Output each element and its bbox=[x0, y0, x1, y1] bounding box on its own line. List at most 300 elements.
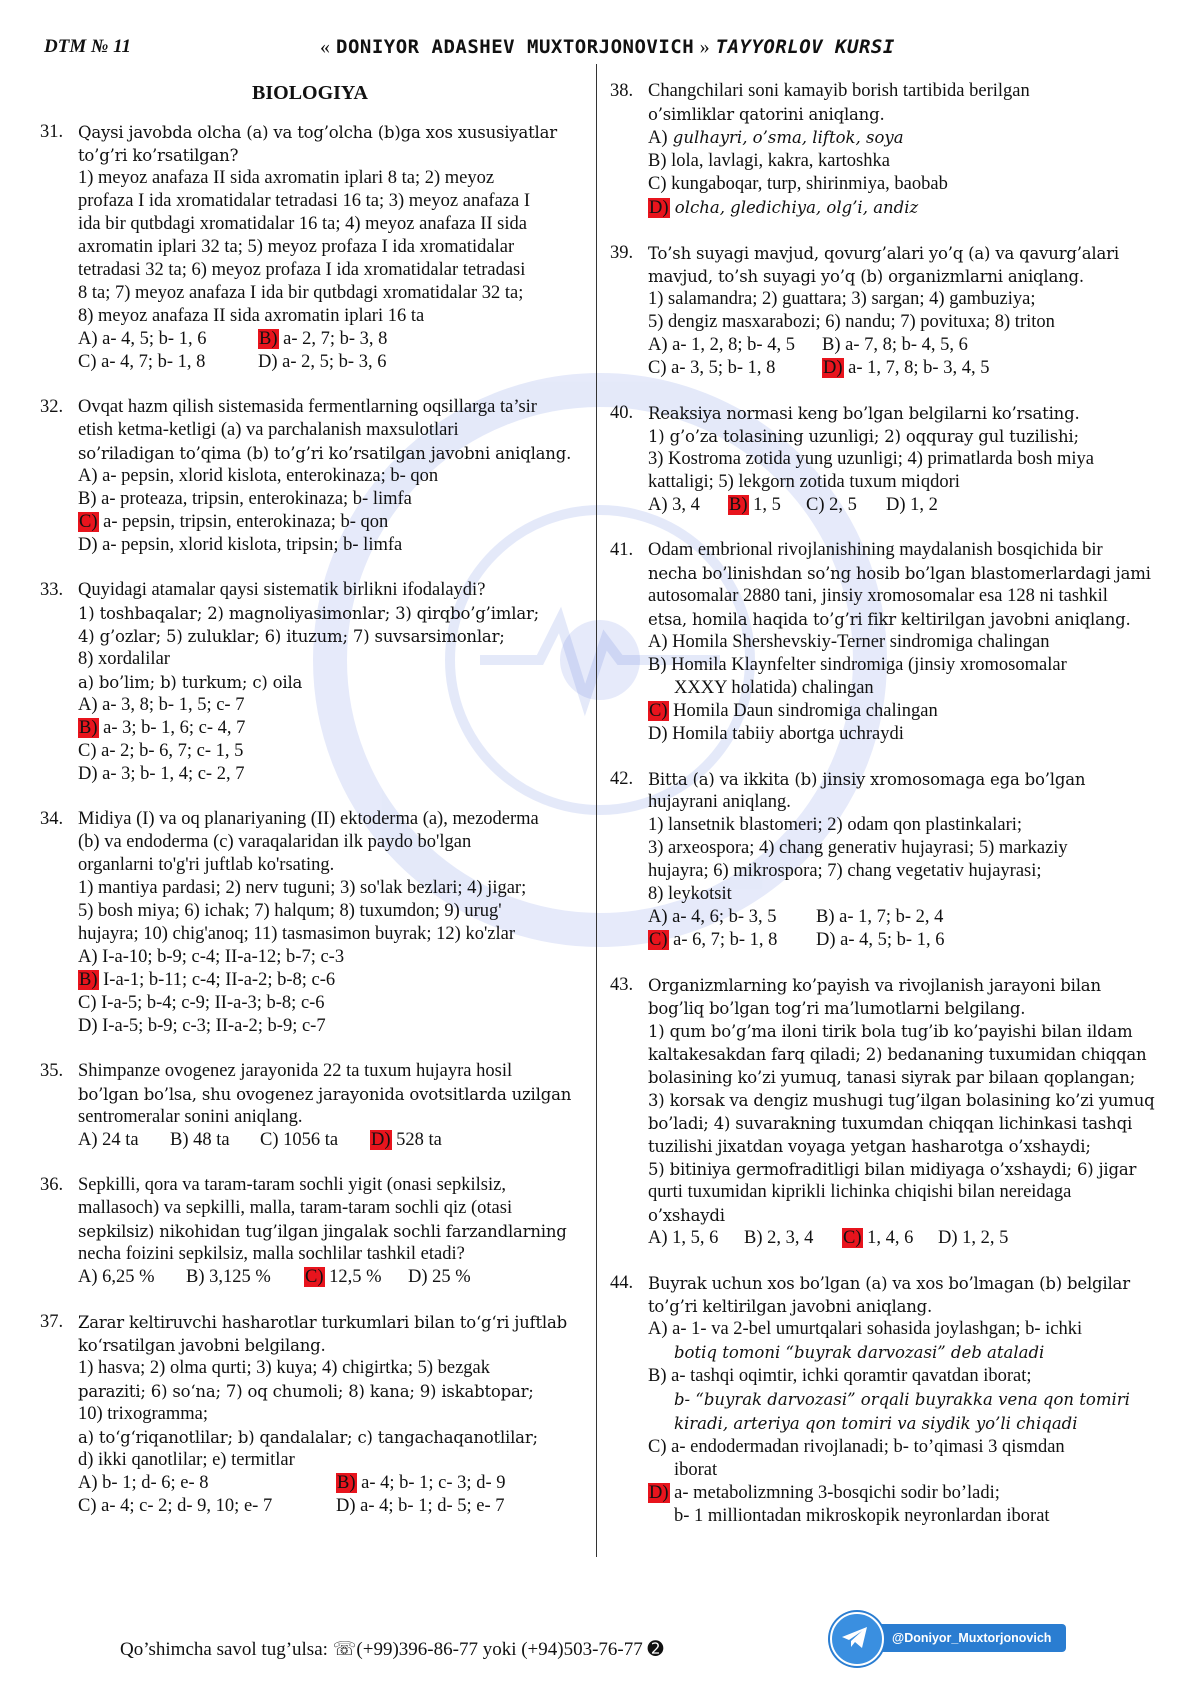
answer-option[interactable] bbox=[304, 1266, 408, 1289]
question-text: 3) Kostroma zotida yung uzunligi; 4) primatlarda bosh miya bbox=[648, 449, 1094, 469]
question-text: 5) dengiz masxarabozi; 6) nandu; 7) povituxa; 8) triton bbox=[648, 312, 1055, 332]
option-text: I-a-10; b-9; c-4; II-a-12; b-7; c-3 bbox=[97, 947, 345, 967]
option-row bbox=[78, 1266, 580, 1289]
question-text: sentromeralar sonini aniqlang. bbox=[78, 1107, 303, 1127]
question-text: 4) g’ozlar; 5) zuluklar; 6) ituzum; 7) suvsarsimonlar; bbox=[78, 627, 505, 646]
option-text: a- 2; b- 6, 7; c- 1, 5 bbox=[96, 741, 244, 761]
option-row bbox=[78, 1495, 580, 1518]
option-row bbox=[648, 677, 1160, 700]
answer-option[interactable] bbox=[78, 946, 344, 969]
question-text: ida bir qutbdagi xromatidalar 16 ta; 4) meyoz anafaza II sida bbox=[78, 214, 527, 234]
question-text: Bitta (a) va ikkita (b) jinsiy xromosomaga ega bo’lgan bbox=[648, 770, 1086, 789]
option-text: 1, 5, 6 bbox=[667, 1228, 719, 1248]
question-text: o’xshaydi bbox=[648, 1206, 725, 1225]
answer-option[interactable] bbox=[78, 1495, 336, 1518]
option-letter: A) bbox=[78, 695, 98, 715]
option-letter: D) bbox=[78, 535, 98, 555]
answer-option[interactable] bbox=[78, 351, 258, 374]
correct-answer-marker: D) bbox=[823, 358, 843, 378]
answer-option[interactable] bbox=[648, 1412, 1078, 1436]
question-37 bbox=[40, 1311, 580, 1518]
option-text: Homila Klaynfelter sindromiga (jinsiy xromosomalar bbox=[666, 655, 1067, 675]
answer-option[interactable] bbox=[78, 534, 402, 557]
option-text: a- 4, 6; b- 3, 5 bbox=[667, 907, 777, 927]
question-text: Changchilari soni kamayib borish tartibida berilgan bbox=[648, 81, 1030, 101]
question-text: 8) leykotsit bbox=[648, 884, 732, 904]
question-text: Odam embrional rivojlanishining maydalanish bosqichida bir bbox=[648, 540, 1103, 560]
question-text: a) to‘g‘riqanotlilar; b) qandalalar; c) tangachaqanotlilar; bbox=[78, 1428, 538, 1447]
option-row bbox=[78, 717, 580, 740]
answer-option[interactable] bbox=[648, 631, 1050, 654]
question-text: hujayrani aniqlang. bbox=[648, 792, 791, 812]
question-number: 43. bbox=[610, 975, 634, 995]
option-letter: C) bbox=[78, 741, 97, 761]
option-letter: B) bbox=[78, 489, 97, 509]
question-text: 10) trixogramma; bbox=[78, 1404, 208, 1424]
answer-option[interactable] bbox=[336, 1495, 505, 1518]
correct-answer-marker: C) bbox=[305, 1267, 324, 1287]
option-row bbox=[648, 1365, 1160, 1388]
header-title bbox=[320, 36, 895, 59]
option-letter: A) bbox=[78, 947, 98, 967]
option-text: a- 3; b- 1, 4; c- 2, 7 bbox=[97, 764, 245, 784]
option-letter: B) bbox=[170, 1130, 189, 1150]
question-43 bbox=[610, 974, 1160, 1250]
option-text: a- endodermadan rivojlanadi; b- to’qimasi 3 qismdan bbox=[666, 1437, 1065, 1457]
question-text: (b) va endoderma (c) varaqalaridan ilk paydo bo'lgan bbox=[78, 832, 472, 852]
option-text: a- 1- va 2-bel umurtqalari sohasida joylashgan; b- ichki bbox=[667, 1319, 1083, 1339]
answer-option[interactable] bbox=[260, 1129, 370, 1152]
question-number: 36. bbox=[40, 1175, 64, 1195]
question-number: 39. bbox=[610, 243, 634, 263]
question-text: bolasining ko’zi yumuq, tanasi siyrak par bilaan qoplangan; bbox=[648, 1068, 1136, 1087]
correct-answer-marker: C) bbox=[843, 1228, 862, 1248]
question-text: a) bo’lim; b) turkum; c) oila bbox=[78, 673, 303, 692]
option-text: 528 ta bbox=[391, 1130, 442, 1150]
answer-option[interactable] bbox=[816, 906, 943, 929]
question-text: 1) mantiya pardasi; 2) nerv tuguni; 3) so'lak bezlari; 4) jigar; bbox=[78, 878, 527, 898]
answer-option[interactable] bbox=[648, 654, 1067, 677]
option-letter: C) bbox=[260, 1130, 279, 1150]
footer-contact: Qo’shimcha savol tug’ulsa: ☏(+99)396-86-77 yoki (+94)503-76-77 ➋ bbox=[120, 1639, 664, 1660]
option-text: 3, 4 bbox=[667, 495, 700, 515]
option-text: 25 % bbox=[427, 1267, 471, 1287]
question-text: o’simliklar qatorini aniqlang. bbox=[648, 105, 885, 124]
option-text: 3,125 % bbox=[204, 1267, 271, 1287]
answer-option[interactable] bbox=[78, 1129, 170, 1152]
correct-answer-marker: C) bbox=[79, 512, 98, 532]
question-text: bo’lgan bo’lsa, shu ovogenez jarayonida ovotsitlarda uzilgan bbox=[78, 1085, 572, 1104]
option-row bbox=[78, 465, 580, 488]
option-text: a- pepsin, tripsin, enterokinaza; b- qon bbox=[98, 512, 389, 532]
question-text: etsa, homila haqida to’g’ri fikr keltirilgan javobni aniqlang. bbox=[648, 610, 1131, 629]
option-text: Homila Daun sindromiga chalingan bbox=[668, 701, 938, 721]
question-text: kattaligi; 5) lekgorn zotida tuxum miqdori bbox=[648, 472, 960, 492]
option-text: a- 4; b- 1; c- 3; d- 9 bbox=[356, 1473, 506, 1493]
telegram-handle: @Doniyor_Muxtorjonovich bbox=[866, 1624, 1066, 1652]
option-letter: D) bbox=[886, 495, 906, 515]
option-letter: D) bbox=[408, 1267, 428, 1287]
option-text: 1, 4, 6 bbox=[862, 1228, 914, 1248]
question-36 bbox=[40, 1174, 580, 1289]
question-number: 40. bbox=[610, 403, 634, 423]
answer-option[interactable] bbox=[648, 1505, 1050, 1528]
option-row bbox=[648, 1436, 1160, 1459]
option-row bbox=[648, 1341, 1160, 1365]
answer-option[interactable] bbox=[648, 677, 874, 700]
option-text: 2, 3, 4 bbox=[762, 1228, 814, 1248]
question-text: axromatin iplari 32 ta; 5) meyoz profaza I ida xromatidalar bbox=[78, 237, 515, 257]
correct-answer-marker: B) bbox=[259, 329, 278, 349]
answer-option[interactable] bbox=[822, 334, 968, 357]
answer-option[interactable] bbox=[648, 1227, 744, 1250]
option-row bbox=[648, 1227, 1160, 1250]
answer-option[interactable] bbox=[258, 351, 386, 374]
option-letter: D) bbox=[816, 930, 836, 950]
question-text: tetradasi 32 ta; 6) meyoz profaza I ida xromatidalar tetradasi bbox=[78, 260, 526, 280]
option-letter: C) bbox=[806, 495, 825, 515]
option-letter: A) bbox=[78, 1267, 98, 1287]
option-letter: A) bbox=[78, 329, 98, 349]
course-name: TAYYORLOV KURSI bbox=[715, 36, 895, 58]
answer-option[interactable] bbox=[822, 357, 989, 380]
question-text: To’sh suyagi mavjud, qovurg’alari yo’q (a) va qavurg’alari bbox=[648, 244, 1119, 263]
option-text: b- 1; d- 6; e- 8 bbox=[97, 1473, 209, 1493]
question-text: Organizmlarning ko’payish va rivojlanish jarayoni bilan bbox=[648, 976, 1101, 995]
option-text: gulhayri, o’sma, liftok, soya bbox=[667, 128, 904, 147]
option-text: 1, 5 bbox=[748, 495, 781, 515]
answer-option[interactable] bbox=[78, 488, 412, 511]
option-row bbox=[648, 126, 1160, 150]
correct-answer-marker: C) bbox=[649, 930, 668, 950]
option-row bbox=[78, 1015, 580, 1038]
quote-close: » bbox=[699, 36, 711, 58]
option-text: I-a-5; b-4; c-9; II-a-3; b-8; c-6 bbox=[96, 993, 325, 1013]
question-33 bbox=[40, 579, 580, 786]
answer-option[interactable] bbox=[78, 1015, 326, 1038]
answer-option[interactable] bbox=[336, 1472, 506, 1495]
question-35 bbox=[40, 1060, 580, 1152]
question-number: 37. bbox=[40, 1312, 64, 1332]
question-text: Quyidagi atamalar qaysi sistematik birlikni ifodalaydi? bbox=[78, 580, 486, 600]
question-text: bog’liq bo’lgan tog’ri ma’lumotlarni belgilang. bbox=[648, 999, 1026, 1018]
option-text: a- 3; b- 1, 6; c- 4, 7 bbox=[98, 718, 246, 738]
question-text: Reaksiya normasi keng bo’lgan belgilarni ko’rsating. bbox=[648, 404, 1080, 423]
correct-answer-marker: D) bbox=[649, 198, 669, 218]
question-text: tuzilishi jixatdan voyaga yetgan hasharotga o’xshaydi; bbox=[648, 1137, 1091, 1156]
answer-option[interactable] bbox=[648, 723, 904, 746]
option-row bbox=[648, 723, 1160, 746]
telegram-icon bbox=[830, 1612, 884, 1666]
answer-option[interactable] bbox=[806, 494, 886, 517]
answer-option[interactable] bbox=[938, 1227, 1008, 1250]
option-text: a- pepsin, xlorid kislota, enterokinaza; b- qon bbox=[97, 466, 439, 486]
option-letter: C) bbox=[78, 352, 97, 372]
option-text: a- 6, 7; b- 1, 8 bbox=[668, 930, 778, 950]
option-letter: B) bbox=[744, 1228, 763, 1248]
question-text: Zarar keltiruvchi hasharotlar turkumlari bilan to‘g‘ri juftlab bbox=[78, 1313, 567, 1332]
question-41 bbox=[610, 539, 1160, 746]
option-row bbox=[648, 1459, 1160, 1482]
option-row bbox=[648, 1505, 1160, 1528]
option-row bbox=[648, 906, 1160, 929]
answer-option[interactable] bbox=[744, 1227, 842, 1250]
answer-option[interactable] bbox=[258, 328, 387, 351]
option-text: a- 3, 5; b- 1, 8 bbox=[666, 358, 776, 378]
question-text: 1) lansetnik blastomeri; 2) odam qon plastinkalari; bbox=[648, 815, 1023, 835]
answer-option[interactable] bbox=[886, 494, 938, 517]
option-row bbox=[78, 351, 580, 374]
question-number: 41. bbox=[610, 540, 634, 560]
option-letter: C) bbox=[648, 1437, 667, 1457]
answer-option[interactable] bbox=[648, 196, 918, 220]
question-32 bbox=[40, 396, 580, 557]
question-text: so’riladigan to’qima (b) to’g’ri ko’rsatilgan javobni aniqlang. bbox=[78, 444, 572, 463]
option-row bbox=[648, 631, 1160, 654]
option-text: a- 1, 2, 8; b- 4, 5 bbox=[667, 335, 795, 355]
option-letter: A) bbox=[648, 335, 668, 355]
question-text: profaza I ida xromatidalar tetradasi 16 ta; 3) meyoz anafaza I bbox=[78, 191, 530, 211]
option-text: kiradi, arteriya qon tomiri va siydik yo’li chiqadi bbox=[674, 1414, 1078, 1433]
answer-option[interactable] bbox=[78, 717, 245, 740]
option-row bbox=[648, 700, 1160, 723]
question-text: 1) salamandra; 2) guattara; 3) sargan; 4) gambuziya; bbox=[648, 289, 1036, 309]
option-row bbox=[648, 196, 1160, 220]
option-text: a- tashqi oqimtir, ichki qoramtir qavatdan iborat; bbox=[666, 1366, 1032, 1386]
answer-option[interactable] bbox=[78, 740, 243, 763]
answer-option[interactable] bbox=[78, 465, 438, 488]
question-text: mallasoch) va sepkilli, malla, taram-taram sochli qiz (otasi bbox=[78, 1198, 513, 1218]
question-text: Qaysi javobda olcha (a) va tog’olcha (b)ga xos xususiyatlar bbox=[78, 123, 557, 142]
option-text: a- 1, 7; b- 2, 4 bbox=[834, 907, 944, 927]
answer-option[interactable] bbox=[648, 700, 938, 723]
question-number: 44. bbox=[610, 1273, 634, 1293]
question-text: kaltakesakdan farq qiladi; 2) bedananing tuxumidan chiqqan bbox=[648, 1045, 1147, 1064]
question-text: necha foizini sepkilsiz, malla sochlilar tashkil etadi? bbox=[78, 1244, 465, 1264]
answer-option[interactable] bbox=[728, 494, 806, 517]
option-letter: B) bbox=[648, 1366, 667, 1386]
answer-option[interactable] bbox=[648, 906, 816, 929]
answer-option[interactable] bbox=[648, 929, 816, 952]
answer-option[interactable] bbox=[648, 334, 822, 357]
answer-option[interactable] bbox=[78, 969, 335, 992]
option-letter: D) bbox=[258, 352, 278, 372]
question-number: 34. bbox=[40, 809, 64, 829]
question-number: 42. bbox=[610, 769, 634, 789]
answer-option[interactable] bbox=[816, 929, 944, 952]
question-text: autosomalar 2880 tani, jinsiy xromosomalar esa 128 ni tashkil bbox=[648, 586, 1108, 606]
option-text: botiq tomoni “buyrak darvozasi” deb ataladi bbox=[674, 1343, 1045, 1362]
option-text: lola, lavlagi, kakra, kartoshka bbox=[666, 151, 890, 171]
question-text: d) ikki qanotlilar; e) termitlar bbox=[78, 1450, 295, 1470]
answer-option[interactable] bbox=[648, 1482, 1000, 1505]
question-38 bbox=[610, 80, 1160, 220]
question-text: Sepkilli, qora va taram-taram sochli yigit (onasi sepkilsiz, bbox=[78, 1175, 506, 1195]
question-text: to’g’ri ko’rsatilgan? bbox=[78, 146, 239, 165]
question-text: bo’ladi; 4) suvarakning tuxumdan chiqqan lichinkasi tashqi bbox=[648, 1114, 1133, 1133]
question-text: qurti tuxumidan kiprikli lichinka chiqishi bilan nereidaga bbox=[648, 1182, 1072, 1202]
answer-option[interactable] bbox=[78, 763, 244, 786]
question-text: 1) qum bo’g’ma iloni tirik bola tug’ib ko’payishi bilan ildam bbox=[648, 1022, 1133, 1041]
question-text: Midiya (I) va oq planariyaning (II) ektoderma (a), mezoderma bbox=[78, 809, 539, 829]
option-letter: B) bbox=[648, 151, 667, 171]
answer-option[interactable] bbox=[78, 992, 325, 1015]
option-text: kungaboqar, turp, shirinmiya, baobab bbox=[666, 174, 948, 194]
answer-option[interactable] bbox=[648, 150, 890, 173]
quote-open: « bbox=[320, 36, 331, 58]
option-row bbox=[78, 946, 580, 969]
option-text: a- 4, 5; b- 1, 6 bbox=[97, 329, 207, 349]
answer-option[interactable] bbox=[78, 1266, 186, 1289]
question-39 bbox=[610, 242, 1160, 380]
question-40 bbox=[610, 402, 1160, 517]
option-text: a- 7, 8; b- 4, 5, 6 bbox=[840, 335, 968, 355]
question-44 bbox=[610, 1272, 1160, 1528]
column-divider bbox=[596, 64, 597, 1557]
option-text: 2, 5 bbox=[824, 495, 857, 515]
question-text: Buyrak uchun xos bo’lgan (a) va xos bo’lmagan (b) belgilar bbox=[648, 1274, 1130, 1293]
question-text: ko‘rsatilgan javobni belgilang. bbox=[78, 1336, 326, 1355]
option-text: Homila Shershevskiy-Terner sindromiga chalingan bbox=[667, 632, 1050, 652]
question-text: paraziti; 6) so‘na; 7) oq chumoli; 8) kana; 9) iskabtopar; bbox=[78, 1382, 534, 1401]
option-text: I-a-5; b-9; c-3; II-a-2; b-9; c-7 bbox=[97, 1016, 326, 1036]
answer-option[interactable] bbox=[648, 1341, 1044, 1365]
answer-option[interactable] bbox=[648, 126, 904, 150]
question-text: hujayra; 6) mikrospora; 7) chang vegetativ hujayrasi; bbox=[648, 861, 1042, 881]
answer-option[interactable] bbox=[370, 1129, 442, 1152]
option-letter: B) bbox=[648, 655, 667, 675]
question-text: 5) bitiniya germofraditligi bilan midiyaga o’xshaydi; 6) jigar bbox=[648, 1160, 1137, 1179]
answer-option[interactable] bbox=[408, 1266, 471, 1289]
question-text: mavjud, to’sh suyagi yo’q (b) organizmlarni aniqlang. bbox=[648, 267, 1084, 286]
question-text: Ovqat hazm qilish sistemasida fermentlarning oqsillarga ta’sir bbox=[78, 397, 537, 417]
option-text: a- 2, 5; b- 3, 6 bbox=[277, 352, 387, 372]
option-letter: A) bbox=[648, 495, 668, 515]
option-letter: B) bbox=[186, 1267, 205, 1287]
option-text: a- 4; c- 2; d- 9, 10; e- 7 bbox=[96, 1496, 273, 1516]
option-letter: A) bbox=[78, 1473, 98, 1493]
option-letter: C) bbox=[78, 993, 97, 1013]
option-text: iborat bbox=[674, 1460, 718, 1480]
answer-option[interactable] bbox=[648, 494, 728, 517]
option-row bbox=[78, 534, 580, 557]
option-row bbox=[648, 150, 1160, 173]
answer-option[interactable] bbox=[648, 1365, 1032, 1388]
exam-code: DTM № 11 bbox=[44, 36, 132, 57]
answer-option[interactable] bbox=[648, 1436, 1065, 1459]
option-text: a- 2, 7; b- 3, 8 bbox=[278, 329, 388, 349]
option-text: XXXY holatida) chalingan bbox=[674, 678, 874, 698]
question-text: etish ketma-ketligi (a) va parchalanish maxsulotlari bbox=[78, 420, 459, 440]
option-row bbox=[648, 334, 1160, 357]
option-row bbox=[78, 992, 580, 1015]
correct-answer-marker: C) bbox=[649, 701, 668, 721]
answer-option[interactable] bbox=[78, 511, 388, 534]
correct-answer-marker: B) bbox=[79, 718, 98, 738]
answer-option[interactable] bbox=[170, 1129, 260, 1152]
answer-option[interactable] bbox=[186, 1266, 304, 1289]
answer-option[interactable] bbox=[842, 1227, 938, 1250]
option-row bbox=[78, 1472, 580, 1495]
question-number: 33. bbox=[40, 580, 64, 600]
option-row bbox=[648, 357, 1160, 380]
answer-option[interactable] bbox=[648, 173, 948, 196]
question-42 bbox=[610, 768, 1160, 952]
option-text: a- proteaza, tripsin, enterokinaza; b- limfa bbox=[96, 489, 412, 509]
option-row bbox=[648, 654, 1160, 677]
option-text: b- 1 milliontadan mikroskopik neyronlardan iborat bbox=[674, 1506, 1050, 1526]
option-text: b- “buyrak darvozasi” orqali buyrakka vena qon tomiri bbox=[674, 1390, 1130, 1409]
question-text: 3) korsak va dengiz mushugi tug’ilgan bolasining ko’zi yumuq bbox=[648, 1091, 1155, 1110]
correct-answer-marker: B) bbox=[79, 970, 98, 990]
question-text: 1) g’o’za tolasining uzunligi; 2) oqquray gul tuzilishi; bbox=[648, 427, 1079, 446]
question-34 bbox=[40, 808, 580, 1038]
option-text: 12,5 % bbox=[324, 1267, 382, 1287]
answer-option[interactable] bbox=[78, 1472, 336, 1495]
option-row bbox=[78, 969, 580, 992]
question-text: 8) meyoz anafaza II sida axromatin iplari 16 ta bbox=[78, 306, 425, 326]
option-letter: B) bbox=[816, 907, 835, 927]
question-text: 5) bosh miya; 6) ichak; 7) halqum; 8) tuxumdon; 9) urug' bbox=[78, 901, 502, 921]
option-text: a- 3, 8; b- 1, 5; c- 7 bbox=[97, 695, 245, 715]
question-text: 1) toshbaqalar; 2) magnoliyasimonlar; 3) qirqbo’g’imlar; bbox=[78, 604, 539, 623]
option-text: 1056 ta bbox=[278, 1130, 339, 1150]
option-row bbox=[648, 1412, 1160, 1436]
correct-answer-marker: B) bbox=[729, 495, 748, 515]
option-letter: B) bbox=[822, 335, 841, 355]
question-number: 38. bbox=[610, 81, 634, 101]
correct-answer-marker: B) bbox=[337, 1473, 356, 1493]
page-header bbox=[0, 36, 1190, 66]
question-text: to’g’ri keltirilgan javobni aniqlang. bbox=[648, 1297, 933, 1316]
answer-option[interactable] bbox=[648, 1459, 717, 1482]
option-text: Homila tabiiy abortga uchraydi bbox=[667, 724, 904, 744]
telegram-badge[interactable] bbox=[830, 1612, 1070, 1662]
correct-answer-marker: D) bbox=[649, 1483, 669, 1503]
question-text: organlarni to'g'ri juftlab ko'rsating. bbox=[78, 855, 335, 875]
option-letter: A) bbox=[78, 1130, 98, 1150]
option-row bbox=[648, 1482, 1160, 1505]
question-text: 1) hasva; 2) olma qurti; 3) kuya; 4) chigirtka; 5) bezgak bbox=[78, 1358, 491, 1378]
option-text: 48 ta bbox=[188, 1130, 230, 1150]
answer-option[interactable] bbox=[78, 694, 244, 717]
answer-option[interactable] bbox=[648, 1318, 1082, 1341]
option-row bbox=[78, 511, 580, 534]
option-letter: C) bbox=[648, 358, 667, 378]
option-letter: D) bbox=[78, 1016, 98, 1036]
question-text: hujayra; 10) chig'anoq; 11) tasmasimon buyrak; 12) ko'zlar bbox=[78, 924, 516, 944]
option-letter: A) bbox=[648, 128, 668, 148]
option-row bbox=[78, 763, 580, 786]
option-letter: D) bbox=[938, 1228, 958, 1248]
question-text: necha bo’linishdan so’ng hosib bo’lgan blastomerlardagi jami bbox=[648, 564, 1151, 583]
option-text: I-a-1; b-11; c-4; II-a-2; b-8; c-6 bbox=[98, 970, 336, 990]
answer-option[interactable] bbox=[78, 328, 258, 351]
question-text: 8) xordalilar bbox=[78, 649, 170, 669]
answer-option[interactable] bbox=[648, 1388, 1130, 1412]
answer-option[interactable] bbox=[648, 357, 822, 380]
option-text: a- 4, 5; b- 1, 6 bbox=[835, 930, 945, 950]
option-text: a- pepsin, xlorid kislota, tripsin; b- limfa bbox=[97, 535, 403, 555]
option-row bbox=[648, 1318, 1160, 1341]
option-letter: A) bbox=[648, 632, 668, 652]
option-text: a- 1, 7, 8; b- 3, 4, 5 bbox=[843, 358, 990, 378]
author-name: DONIYOR ADASHEV MUXTORJONOVICH bbox=[336, 36, 695, 58]
correct-answer-marker: D) bbox=[371, 1130, 391, 1150]
option-row bbox=[78, 488, 580, 511]
option-row bbox=[648, 494, 1160, 517]
option-letter: D) bbox=[648, 724, 668, 744]
